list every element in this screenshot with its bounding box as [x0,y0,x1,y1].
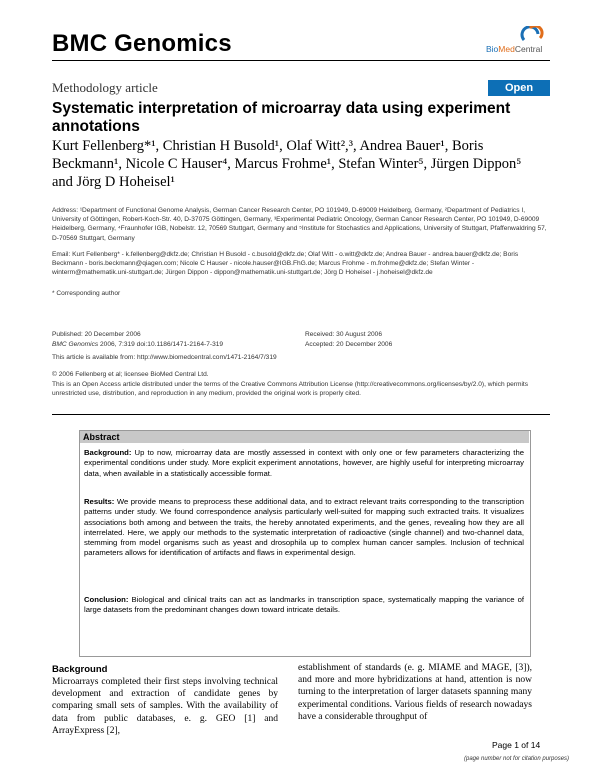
page-note: (page number not for citation purposes) [464,756,570,762]
section-heading: Background [52,664,108,675]
page-number: Page 1 of 14 [492,740,541,750]
author-list: Kurt Fellenberg*¹, Christian H Busold¹, Olaf Witt²,³, Andrea Bauer¹, Boris Beckmann¹, Nicole C Hauser⁴, Marcus Frohme¹, Stefan Winter⁵, Jürgen Dippon⁵ and Jörg D Hoheisel¹ [52,138,522,190]
abstract-heading: Abstract [83,432,120,442]
accepted-date: Accepted: 20 December 2006 [305,341,393,348]
body-column-right: establishment of standards (e. g. MIAME and MAGE, [3]), and more and more hybridizations at hand, attention is now turning to the interpretation of larger datasets spanning many experimental conditions. Various fields of research nowadays have a considerable throughput of [298,663,532,722]
article-title: Systematic interpretation of microarray data using experiment annotations [52,100,511,135]
author-emails: Email: Kurt Fellenberg* - k.fellenberg@dkfz.de; Christian H Busold - c.busold@dkfz.de; Olaf Witt - o.witt@dkfz.de; Andrea Bauer - andrea.bauer@dkfz.de; Boris Beckmann - boris.beckmann@qiagen.com; Nicole C Hauser - nicole.hauser@IGB.FhG.de; Marcus Frohme - m.frohme@dkfz.de; Stefan Winter - winterm@mathematik.uni-stuttgart.de; Jürgen Dippon - dippon@mathematik.uni-stuttgart.de; Jörg D Hoheisel - j.hoheisel@dkfz.de [52,251,519,277]
received-date: Received: 30 August 2006 [305,331,382,338]
publisher-name: BioMedCentral [486,44,543,54]
abstract-header-bar [80,431,529,443]
abstract-conclusion: Conclusion: Biological and clinical traits can act as landmarks in transcription space, systematically mapping the variance of large datasets from the predominant changes down toward intricate details. [84,595,524,615]
affiliations: Address: ¹Department of Functional Genome Analysis, German Cancer Research Center, PO 101949, D-69009 Heidelberg, Germany, ²Department of Pediatrics I, University of Göttingen, Robert-Koch-Str. 40, D-37075 Göttingen, Germany, ³Experimental Pediatric Oncology, German Cancer Research Center, PO 101949, D-69009 Heidelberg, Germany, ⁴Fraunhofer IGB, Nobelstr. 12, 70569 Stuttgart, Germany and ⁵Institute for Stochastics and Applications, University of Stuttgart, Pfaffenwaldring 57, D-70569 Stuttgart, Germany [52,207,547,242]
license-text: This is an Open Access article distributed under the terms of the Creative Commons Attribution License (http://creativecommons.org/licenses/by/2.0), which permits unrestricted use, distribution, and reproduction in any medium, provided the original work is properly cited. [52,381,529,398]
journal-title: BMC Genomics [52,30,232,57]
published-date: Published: 20 December 2006 [52,331,141,338]
abstract-background: Background: Up to now, microarray data are mostly assessed in context with only one or few parameters characterizing the experimental conditions under study. More explicit experiment annotations, however, are highly useful for interpreting microarray data, when available in a statistically accessible format. [84,448,524,478]
copyright: © 2006 Fellenberg et al; licensee BioMed Central Ltd. [52,371,209,378]
body-column-left: Microarrays completed their first steps involving technical development and extraction of candidate genes by comparing small sets of samples. With the availability of data from public databases, e. g. GEO [1] and ArrayExpress [2], [52,677,278,736]
info-rule [52,414,550,415]
open-access-badge: Open Access [488,80,550,96]
header-rule [52,60,550,61]
abstract-results: Results: We provide means to preprocess these additional data, and to extract relevant traits corresponding to the transcription patterns under study. We found correspondence analysis particularly well-suited for mapping such extracted traits. It visualizes associations both among and between the traits, the hereby annotated experiments, and the genes, revealing how they are all interrelated. Here, we apply our methods to the systematic interpretation of radioactive (single channel) and two-channel data, stemming from model organisms such as yeast and drosophila up to complex human cancer samples. Inclusion of technical parameters allows for identification of artifacts and flaws in experimental design. [84,497,524,558]
article-url[interactable]: This article is available from: http://www.biomedcentral.com/1471-2164/7/319 [52,354,277,361]
citation: BMC Genomics 2006, 7:319 doi:10.1186/1471-2164-7-319 [52,341,224,348]
corresponding-author-note: * Corresponding author [52,290,121,297]
article-type: Methodology article [52,80,158,95]
